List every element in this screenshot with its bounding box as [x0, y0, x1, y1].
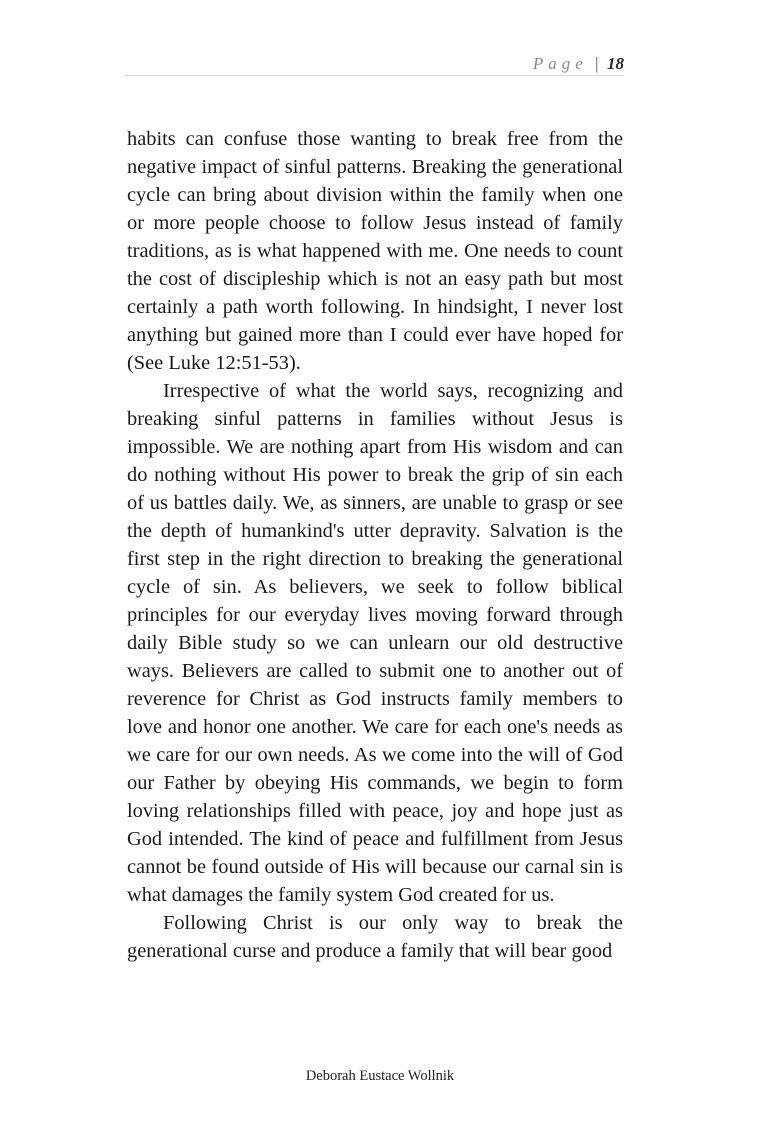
paragraph-1: habits can confuse those wanting to break free from the negative impact of sinful patterns. Breaking the generational cycle can bring about division within the family when one or more people choose to follow Jesus instead of family traditions, as is what happened with me. One needs to count the cost of discipleship which is not an easy path but most certainly a path worth following. In hindsight, I never lost anything but gained more than I could ever have hoped for (See Luke 12:51-53). — [127, 128, 623, 374]
body-text — [127, 125, 623, 965]
page-separator: | — [594, 54, 599, 73]
paragraph-2: Irrespective of what the world says, recognizing and breaking sinful patterns in families without Jesus is impossible. We are nothing apart from His wisdom and can do nothing without His power to break the grip of sin each of us battles daily. We, as sinners, are unable to grasp or see the depth of humankind's utter depravity. Salvation is the first step in the right direction to breaking the generational cycle of sin. As believers, we seek to follow biblical principles for our everyday lives moving forward through daily Bible study so we can unlearn our old destructive ways. Believers are called to submit one to another out of reverence for Christ as God instructs family members to love and honor one another. We care for each one's needs as we care for our own needs. As we come into the will of God our Father by obeying His commands, we begin to form loving relationships filled with peace, joy and hope just as God intended. The kind of peace and fulfillment from Jesus cannot be found outside of His will because our carnal sin is what damages the family system God created for us. — [127, 380, 623, 906]
page-number: 18 — [607, 54, 624, 73]
page-label: Page — [532, 54, 588, 73]
page-header — [124, 52, 624, 76]
footer-author: Deborah Eustace Wollnik — [305, 1068, 455, 1084]
paragraph-3: Following Christ is our only way to break the generational curse and produce a family that will bear good — [127, 912, 623, 962]
header-divider — [124, 75, 624, 76]
